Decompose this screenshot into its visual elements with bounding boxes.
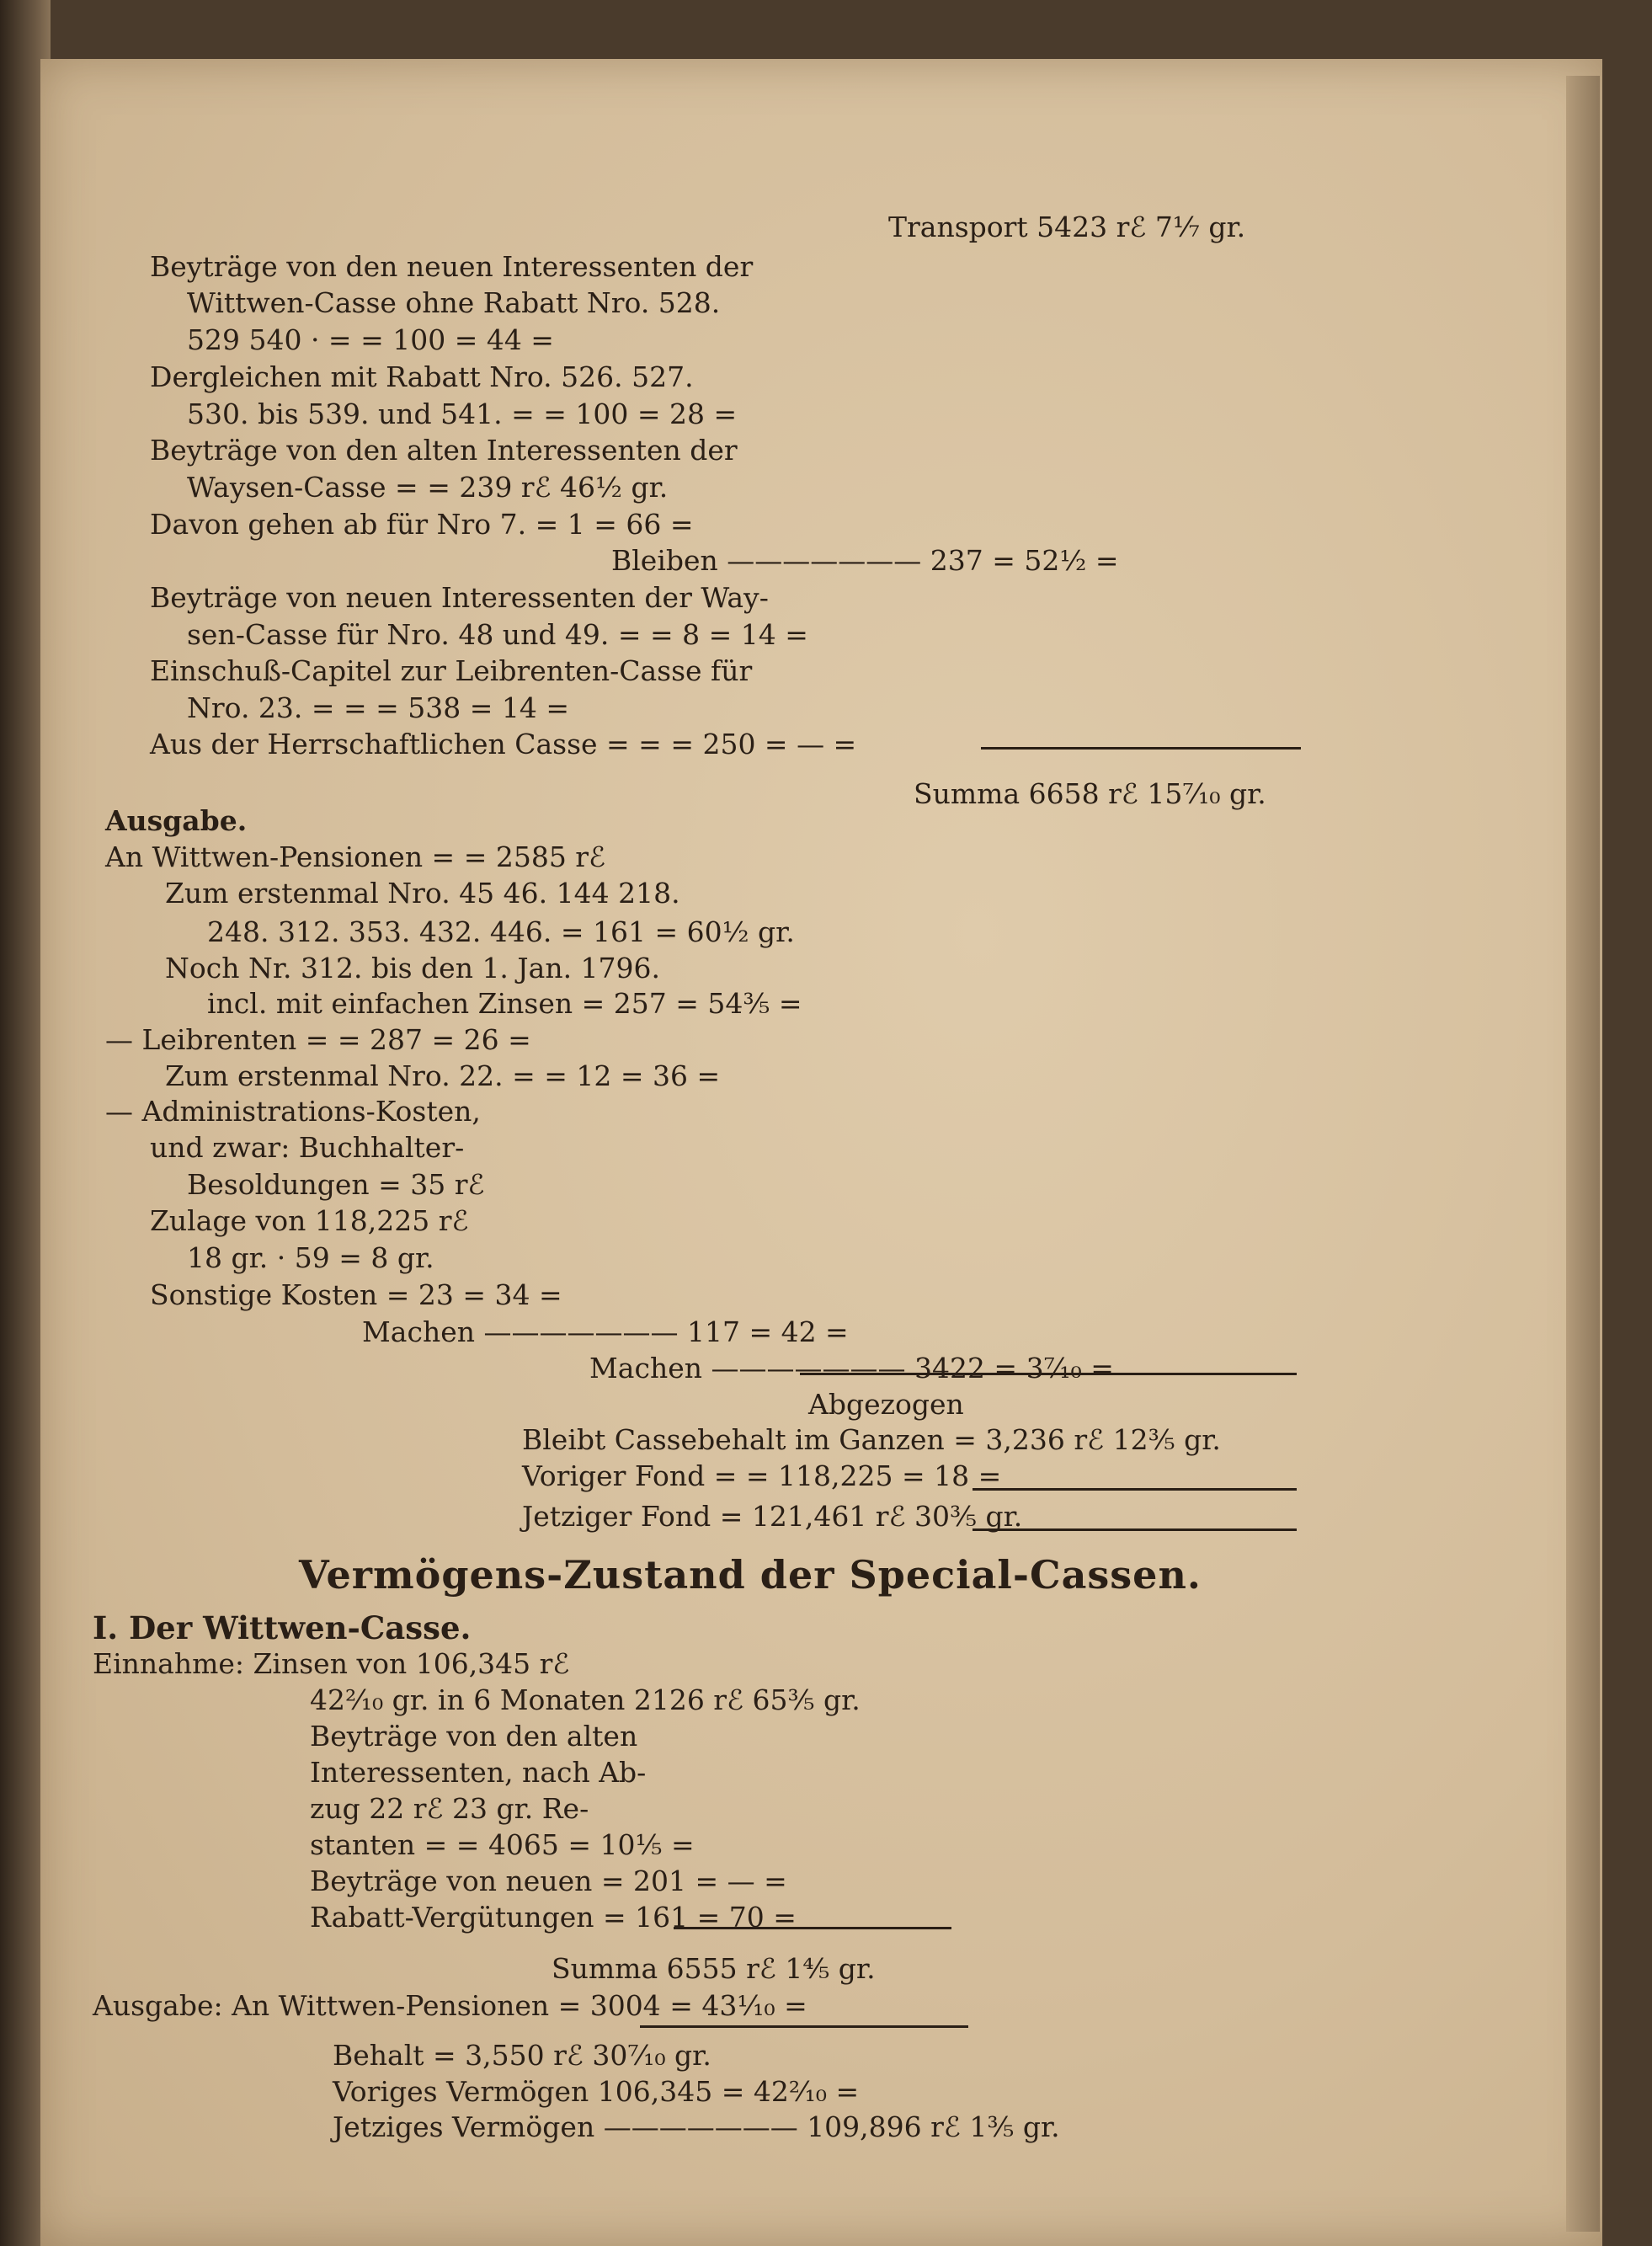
text-line: An Wittwen-Pensionen = = 2585 rℰ (105, 840, 606, 873)
text-line: Nro. 23. = = = 538 = 14 = (187, 691, 570, 724)
text-line: — Administrations-Kosten, (105, 1095, 481, 1128)
text-line: Noch Nr. 312. bis den 1. Jan. 1796. (165, 952, 661, 984)
text-line: Zum erstenmal Nro. 22. = = 12 = 36 = (165, 1059, 721, 1092)
text-line: Beyträge von neuen = 201 = — = (310, 1865, 787, 1897)
text-line: Davon gehen ab für Nro 7. = 1 = 66 = (150, 508, 694, 541)
sum-rule (674, 1927, 951, 1929)
text-line: zug 22 rℰ 23 gr. Re- (310, 1792, 589, 1825)
text-line: Summa 6658 rℰ 15⁷⁄₁₀ gr. (914, 777, 1266, 810)
text-line: stanten = = 4065 = 10⅕ = (310, 1828, 695, 1861)
text-line: Interessenten, nach Ab- (310, 1756, 647, 1789)
sum-rule (800, 1373, 1297, 1375)
text-line: Summa 6555 rℰ 1⅘ gr. (552, 1952, 876, 1985)
text-line: 18 gr. · 59 = 8 gr. (187, 1241, 434, 1274)
text-line: Waysen-Casse = = 239 rℰ 46½ gr. (187, 471, 669, 504)
text-line: Behalt = 3,550 rℰ 30⁷⁄₁₀ gr. (333, 2039, 711, 2072)
text-line: Beyträge von den alten (310, 1720, 638, 1753)
text-line: Einschuß-Capitel zur Leibrenten-Casse für (150, 654, 753, 687)
text-line: Transport 5423 rℰ 7⅐ gr. (888, 211, 1246, 243)
text-line: Sonstige Kosten = 23 = 34 = (150, 1278, 562, 1311)
text-line: 248. 312. 353. 432. 446. = 161 = 60½ gr. (207, 915, 795, 948)
text-line: Aus der Herrschaftlichen Casse = = = 250 = — = (150, 728, 857, 760)
text-line: Beyträge von den neuen Interessenten der (150, 250, 754, 283)
text-line: Jetziges Vermögen ——————— 109,896 rℰ 1⅗ gr. (333, 2110, 1060, 2143)
text-line: Einnahme: Zinsen von 106,345 rℰ (93, 1647, 570, 1680)
text-line: 530. bis 539. und 541. = = 100 = 28 = (187, 397, 738, 430)
text-line: Bleiben ——————— 237 = 52½ = (611, 544, 1119, 577)
text-line: 529 540 · = = 100 = 44 = (187, 323, 554, 356)
text-line: Beyträge von neuen Interessenten der Way- (150, 581, 769, 614)
text-line: incl. mit einfachen Zinsen = 257 = 54⅗ = (207, 987, 802, 1020)
sum-rule (973, 1488, 1297, 1491)
text-line: — Leibrenten = = 287 = 26 = (105, 1023, 531, 1056)
text-line: 42²⁄₁₀ gr. in 6 Monaten 2126 rℰ 65⅗ gr. (310, 1683, 861, 1716)
subsection-heading: I. Der Wittwen-Casse. (93, 1609, 472, 1646)
sum-rule (640, 2025, 968, 2028)
text-line: Rabatt-Vergütungen = 161 = 70 = (310, 1901, 797, 1934)
text-line: Jetziger Fond = 121,461 rℰ 30⅗ gr. (522, 1500, 1023, 1533)
text-line: Abgezogen (808, 1388, 964, 1421)
text-line: Dergleichen mit Rabatt Nro. 526. 527. (150, 360, 694, 393)
text-line: Ausgabe. (105, 804, 248, 837)
sum-rule (981, 747, 1301, 750)
text-line: Machen ——————— 3422 = 3⁷⁄₁₀ = (589, 1352, 1114, 1384)
text-line: Machen ——————— 117 = 42 = (362, 1315, 849, 1348)
text-line: und zwar: Buchhalter- (150, 1131, 465, 1164)
sum-rule (973, 1528, 1297, 1531)
text-line: Bleibt Cassebehalt im Ganzen = 3,236 rℰ 12⅗ gr. (522, 1423, 1221, 1456)
section-heading: Vermögens-Zustand der Special-Cassen. (299, 1552, 1202, 1598)
text-line: Zulage von 118,225 rℰ (150, 1204, 469, 1237)
text-line: Voriges Vermögen 106,345 = 42²⁄₁₀ = (333, 2075, 860, 2108)
text-line: Besoldungen = 35 rℰ (187, 1168, 485, 1201)
text-line: Wittwen-Casse ohne Rabatt Nro. 528. (187, 286, 721, 319)
text-line: Voriger Fond = = 118,225 = 18 = (522, 1459, 1002, 1492)
text-line: Zum erstenmal Nro. 45 46. 144 218. (165, 877, 680, 910)
text-line: Ausgabe: An Wittwen-Pensionen = 3004 = 43¹⁄₁₀ = (93, 1989, 807, 2022)
page-edge (1566, 76, 1600, 2232)
text-line: sen-Casse für Nro. 48 und 49. = = 8 = 14 = (187, 618, 808, 651)
text-line: Beyträge von den alten Interessenten der (150, 434, 738, 467)
